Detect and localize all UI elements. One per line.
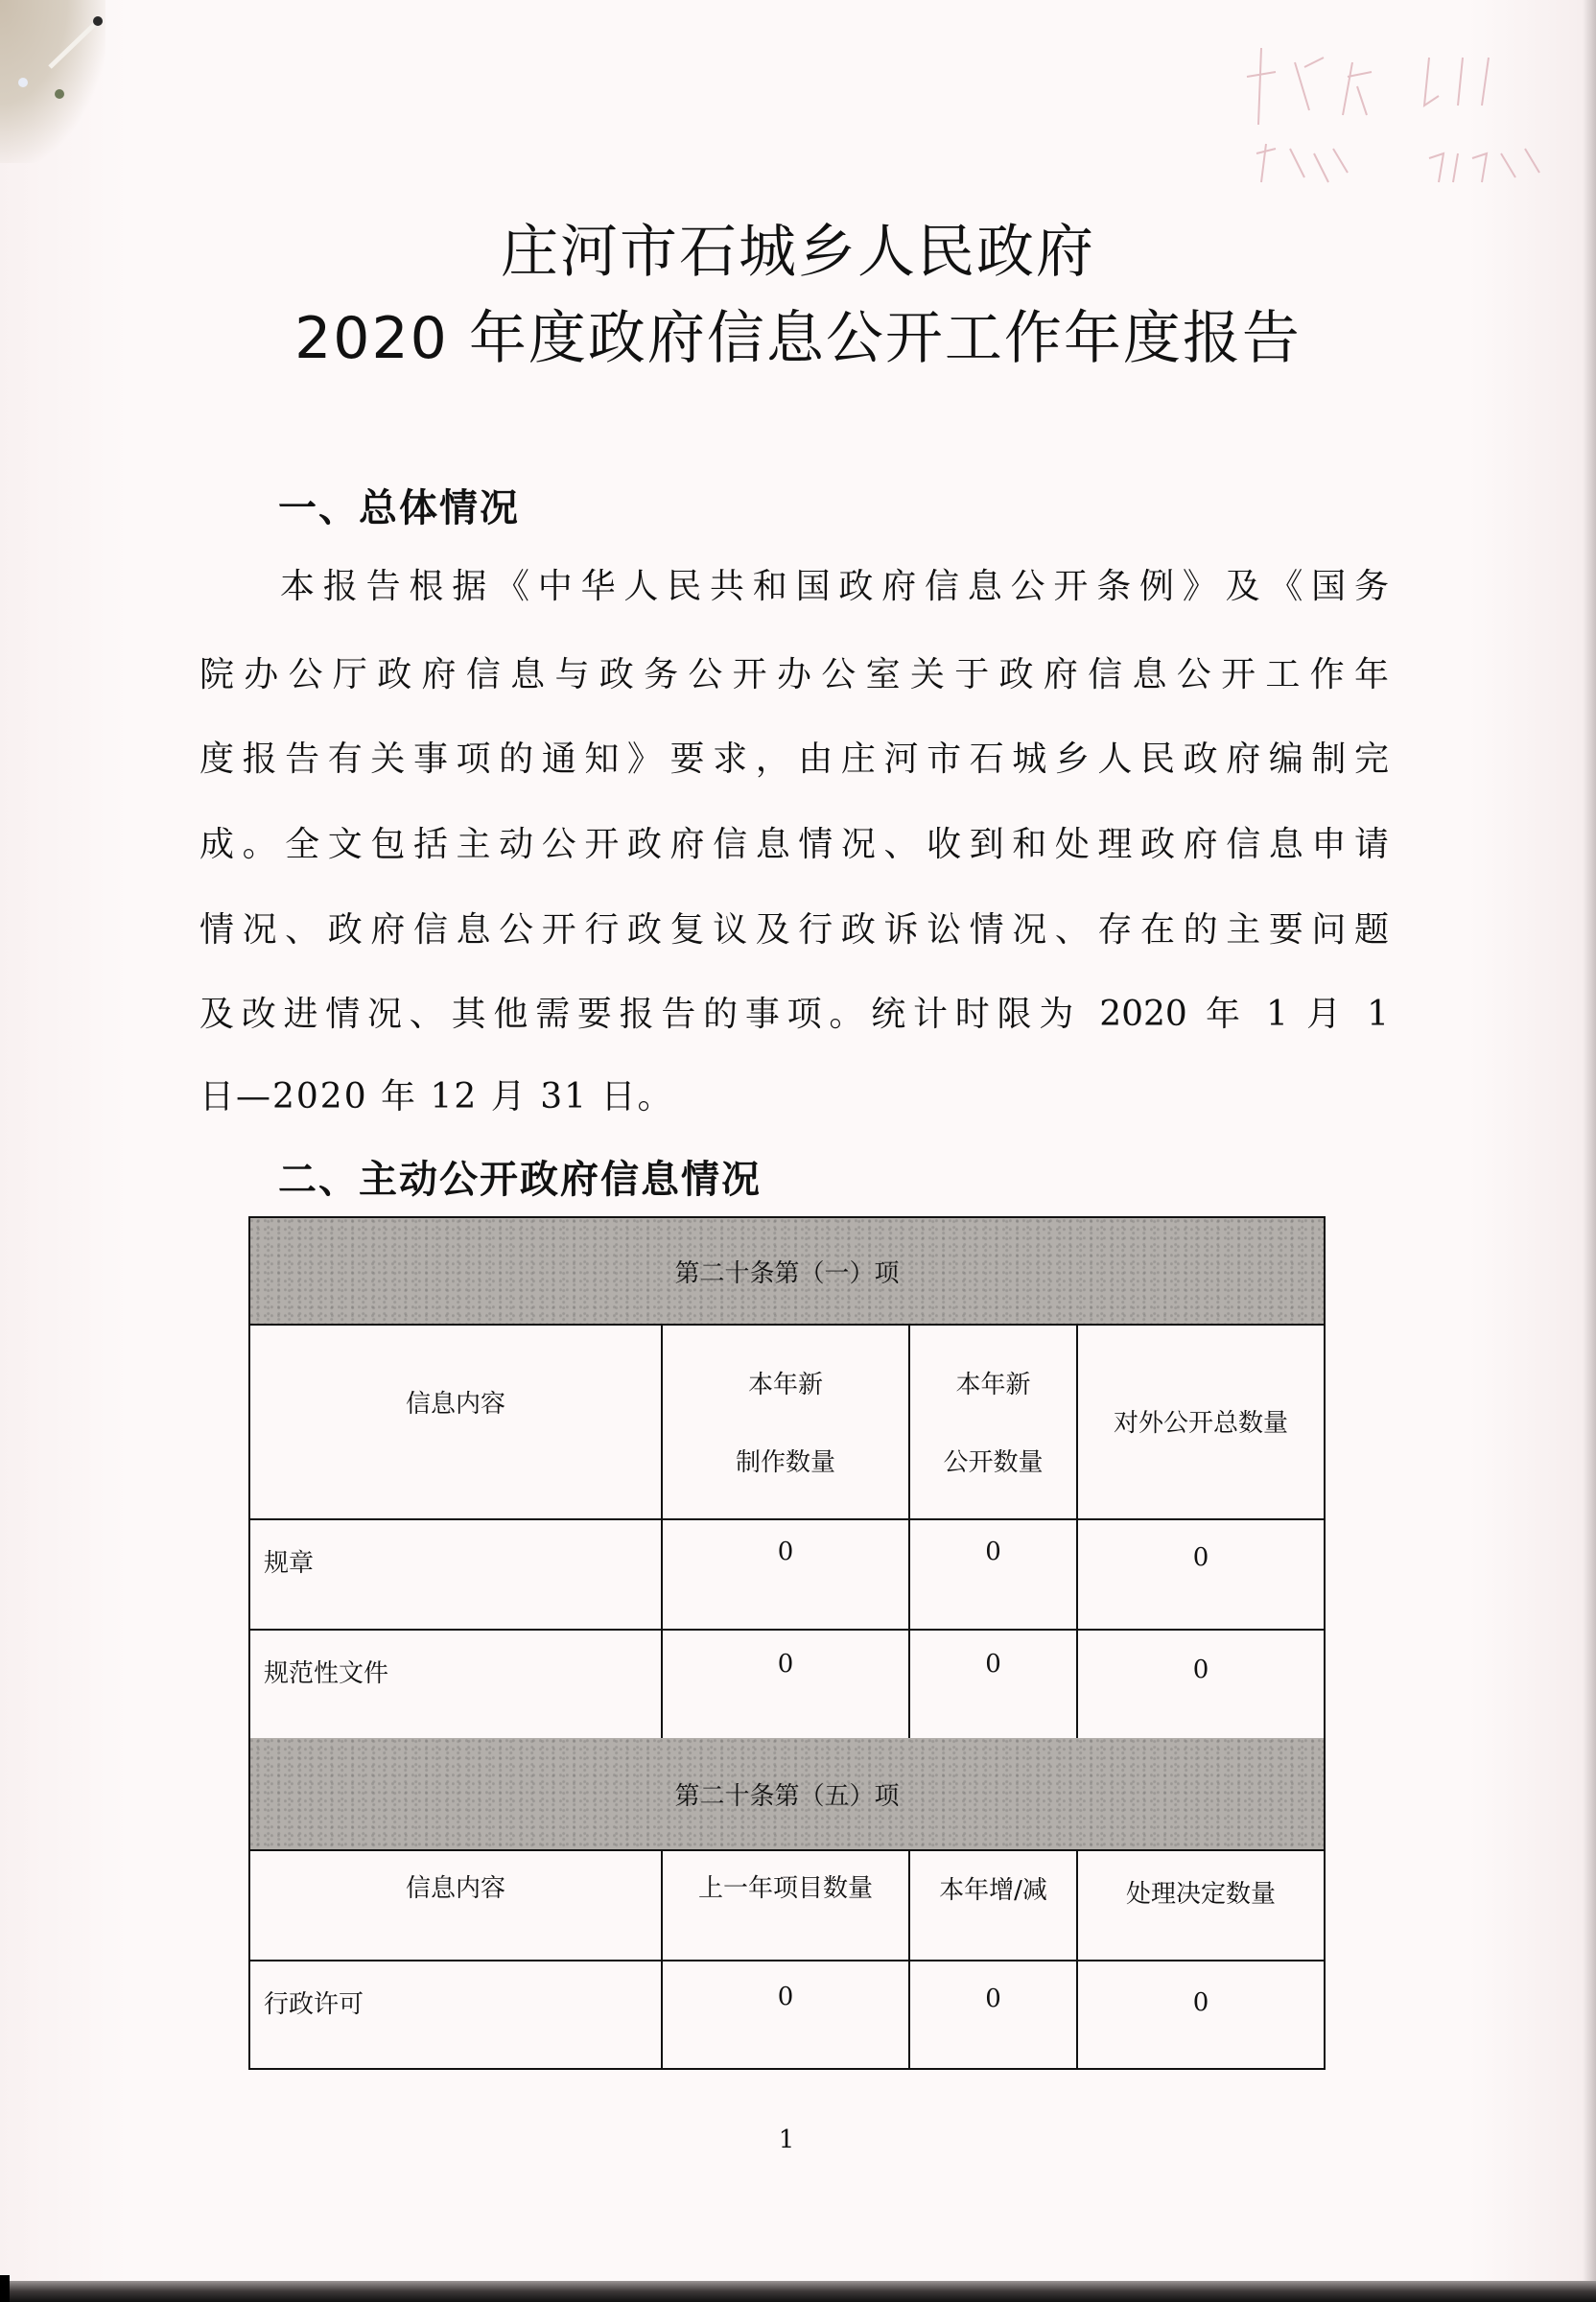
header-prev-year-count bbox=[663, 1849, 910, 1960]
paragraph-line: 日—2020 年 12 月 31 日。 bbox=[200, 1077, 674, 1116]
header-label: 信息内容 bbox=[405, 1390, 505, 1419]
header-info-content bbox=[250, 1849, 663, 1960]
header-new-produced bbox=[663, 1324, 910, 1518]
section-heading-proactive-disclosure: 二、主动公开政府信息情况 bbox=[278, 1158, 762, 1202]
paragraph-line: 度报告有关事项的通知》要求，由庄河市石城乡人民政府编制完 bbox=[200, 740, 1389, 779]
disclosure-table bbox=[248, 1216, 1326, 2070]
row-label: 规范性文件 bbox=[264, 1659, 389, 1688]
header-label: 制作数量 bbox=[735, 1447, 835, 1477]
section-heading-overview: 一、总体情况 bbox=[278, 486, 520, 530]
handwritten-note-icon bbox=[1237, 19, 1563, 187]
header-label: 对外公开总数量 bbox=[1113, 1409, 1288, 1438]
header-label: 上一年项目数量 bbox=[697, 1874, 873, 1903]
band-title: 第二十条第（一）项 bbox=[674, 1258, 900, 1288]
value: 0 bbox=[777, 1650, 794, 1679]
header-label: 本年新 bbox=[955, 1370, 1031, 1399]
header-decision-count bbox=[1078, 1849, 1324, 1960]
value: 0 bbox=[777, 1538, 794, 1566]
row-label-cell bbox=[250, 1629, 663, 1738]
value: 0 bbox=[1192, 1656, 1209, 1684]
value: 0 bbox=[1192, 1988, 1209, 2017]
page-number: 1 bbox=[778, 2126, 795, 2154]
table-row bbox=[250, 1518, 1324, 1631]
document-title-line2: 2020 年度政府信息公开工作年度报告 bbox=[294, 305, 1302, 372]
paragraph-line: 成。全文包括主动公开政府信息情况、收到和处理政府信息申请 bbox=[200, 825, 1389, 864]
table-row bbox=[250, 1960, 1324, 2068]
binding-thread-icon bbox=[10, 8, 106, 104]
value-cell bbox=[1078, 1518, 1324, 1629]
header-new-published bbox=[910, 1324, 1078, 1518]
value: 0 bbox=[777, 1983, 794, 2011]
table-band-article20-item5 bbox=[250, 1738, 1324, 1851]
header-label: 处理决定数量 bbox=[1125, 1880, 1276, 1909]
row-label-cell bbox=[250, 1518, 663, 1629]
value: 0 bbox=[985, 1985, 1001, 2013]
table-header-row bbox=[250, 1324, 1324, 1520]
page-bottom-mark bbox=[0, 2275, 10, 2302]
header-total-published bbox=[1078, 1324, 1324, 1518]
value-cell bbox=[910, 1629, 1078, 1738]
page-bottom-edge bbox=[0, 2281, 1596, 2302]
value-cell bbox=[910, 1960, 1078, 2068]
value-cell bbox=[1078, 1629, 1324, 1738]
paragraph-line: 及改进情况、其他需要报告的事项。统计时限为 2020 年 1 月 1 bbox=[200, 995, 1389, 1034]
value: 0 bbox=[985, 1650, 1001, 1679]
value-cell bbox=[1078, 1960, 1324, 2068]
table-band-article20-item1 bbox=[250, 1218, 1324, 1326]
paragraph-line: 院办公厅政府信息与政务公开办公室关于政府信息公开工作年 bbox=[200, 655, 1389, 694]
paragraph-line: 本报告根据《中华人民共和国政府信息公开条例》及《国务 bbox=[280, 567, 1389, 606]
header-year-change bbox=[910, 1849, 1078, 1960]
value-cell bbox=[663, 1518, 910, 1629]
row-label: 规章 bbox=[264, 1549, 315, 1578]
value: 0 bbox=[985, 1538, 1001, 1566]
value: 0 bbox=[1192, 1543, 1209, 1572]
header-label: 公开数量 bbox=[943, 1447, 1044, 1477]
document-title-line1: 庄河市石城乡人民政府 bbox=[501, 219, 1095, 286]
header-label: 本年新 bbox=[747, 1370, 823, 1399]
value-cell bbox=[910, 1518, 1078, 1629]
row-label-cell bbox=[250, 1960, 663, 2068]
band-title: 第二十条第（五）项 bbox=[674, 1781, 900, 1811]
value-cell bbox=[663, 1629, 910, 1738]
header-label: 信息内容 bbox=[405, 1874, 505, 1903]
header-info-content bbox=[250, 1324, 663, 1518]
row-label: 行政许可 bbox=[264, 1990, 364, 2019]
header-label: 本年增/减 bbox=[939, 1876, 1047, 1905]
paragraph-line: 情况、政府信息公开行政复议及行政诉讼情况、存在的主要问题 bbox=[200, 910, 1389, 950]
table-row bbox=[250, 1629, 1324, 1740]
value-cell bbox=[663, 1960, 910, 2068]
table-header-row bbox=[250, 1849, 1324, 1961]
